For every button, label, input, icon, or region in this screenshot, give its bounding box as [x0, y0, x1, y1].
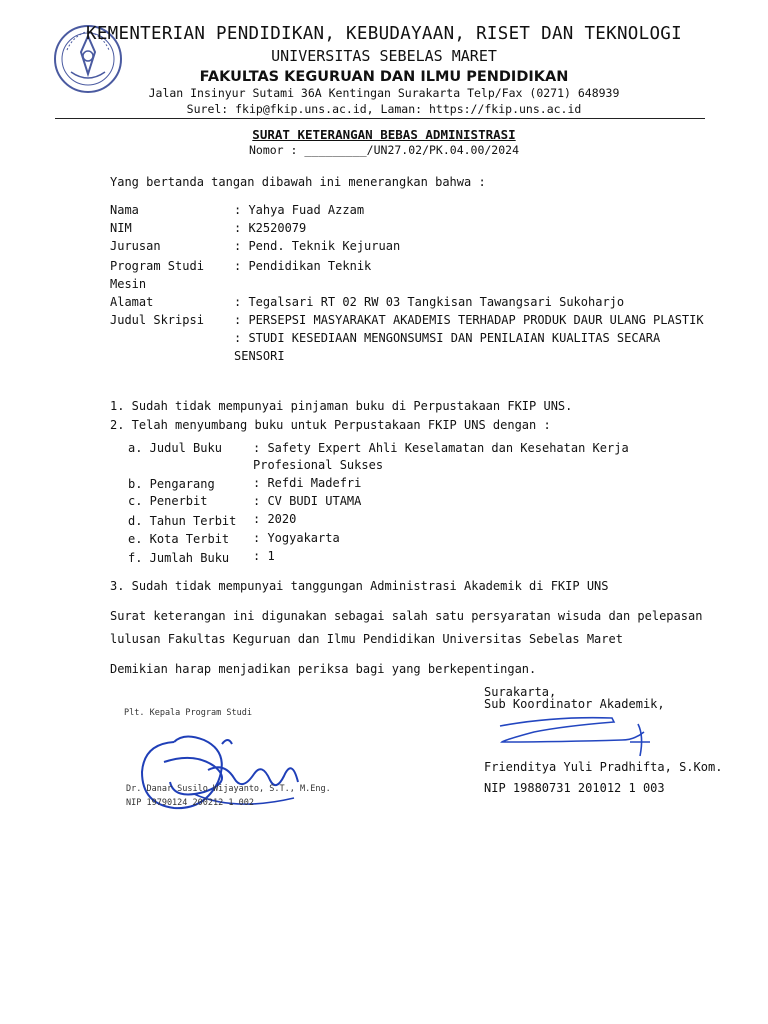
book-label: f. Jumlah Buku [128, 551, 230, 565]
purpose-paragraph-line: Surat keterangan ini digunakan sebagai salah satu persyaratan wisuda dan pelepasan [110, 609, 703, 623]
signer-role: Sub Koordinator Akademik, [484, 697, 665, 711]
identity-label: Nama [110, 203, 139, 217]
signer-name: Frienditya Yuli Pradhifta, S.Kom. [484, 760, 723, 774]
skripsi-title-continuation: SENSORI [234, 349, 285, 363]
signer-nip: NIP 19880731 201012 1 003 [484, 781, 665, 795]
book-label: e. Kota Terbit [128, 532, 230, 546]
ministry-heading: KEMENTERIAN PENDIDIKAN, KEBUDAYAAN, RISET DAN TEKNOLOGI [86, 24, 682, 44]
address-line: Jalan Insinyur Sutami 36A Kentingan Surakarta Telp/Fax (0271) 648939 [148, 86, 620, 100]
identity-value: : Pend. Teknik Kejuruan [234, 239, 401, 253]
book-label: c. Penerbit [128, 494, 208, 508]
scanned-signature-block [118, 700, 378, 820]
identity-label: NIM [110, 221, 132, 235]
left-signer-nip: NIP 19790124 200212 1 002 [126, 798, 254, 808]
identity-label: Alamat [110, 295, 154, 309]
identity-value: : K2520079 [234, 221, 307, 235]
identity-value: : PERSEPSI MASYARAKAT AKADEMIS TERHADAP PRODUK DAUR ULANG PLASTIK [234, 313, 704, 327]
document-title: SURAT KETERANGAN BEBAS ADMINISTRASI [252, 127, 516, 142]
book-label: b. Pengarang [128, 477, 215, 491]
identity-label: Judul Skripsi [110, 313, 204, 327]
skripsi-title-continuation: : STUDI KESEDIAAN MENGONSUMSI DAN PENILAIAN KUALITAS SECARA [234, 331, 661, 345]
book-title-continuation: Profesional Sukses [253, 458, 384, 472]
book-value: : Safety Expert Ahli Keselamatan dan Kesehatan Kerja [253, 441, 629, 455]
university-heading: UNIVERSITAS SEBELAS MARET [271, 47, 497, 65]
header-divider [55, 118, 705, 119]
closing-text: Demikian harap menjadikan periksa bagi yang berkepentingan. [110, 662, 537, 676]
intro-text: Yang bertanda tangan dibawah ini menerangkan bahwa : [110, 175, 486, 189]
identity-label: Jurusan [110, 239, 161, 253]
purpose-paragraph-line: lulusan Fakultas Keguruan dan Ilmu Pendidikan Universitas Sebelas Maret [110, 632, 623, 646]
book-value: : CV BUDI UTAMA [253, 494, 362, 508]
book-label: a. Judul Buku [128, 441, 222, 455]
contact-line: Surel: fkip@fkip.uns.ac.id, Laman: https://fkip.uns.ac.id [186, 102, 582, 116]
point-2: 2. Telah menyumbang buku untuk Perpustakaan FKIP UNS dengan : [110, 418, 551, 432]
left-signer-name: Dr. Danar Susilo Wijayanto, S.T., M.Eng. [126, 784, 331, 794]
faculty-heading: FAKULTAS KEGURUAN DAN ILMU PENDIDIKAN [199, 69, 569, 85]
book-value: : Yogyakarta [253, 531, 340, 545]
identity-value: : Pendidikan Teknik [234, 259, 372, 273]
book-value: : 1 [253, 549, 275, 563]
signature-stroke-icon [494, 712, 664, 758]
document-number: Nomor : _________/UN27.02/PK.04.00/2024 [248, 143, 520, 157]
signature-place: Surakarta, [484, 685, 557, 699]
book-value: : Refdi Madefri [253, 476, 362, 490]
book-value: : 2020 [253, 512, 297, 526]
identity-value: : Yahya Fuad Azzam [234, 203, 365, 217]
identity-value: : Tegalsari RT 02 RW 03 Tangkisan Tawangsari Sukoharjo [234, 295, 625, 309]
point-3: 3. Sudah tidak mempunyai tanggungan Administrasi Akademik di FKIP UNS [110, 579, 609, 593]
point-1: 1. Sudah tidak mempunyai pinjaman buku di Perpustakaan FKIP UNS. [110, 399, 573, 413]
left-signer-role: Plt. Kepala Program Studi [124, 708, 252, 718]
book-label: d. Tahun Terbit [128, 514, 237, 528]
identity-label: Program Studi [110, 259, 204, 273]
identity-label: Mesin [110, 277, 147, 291]
